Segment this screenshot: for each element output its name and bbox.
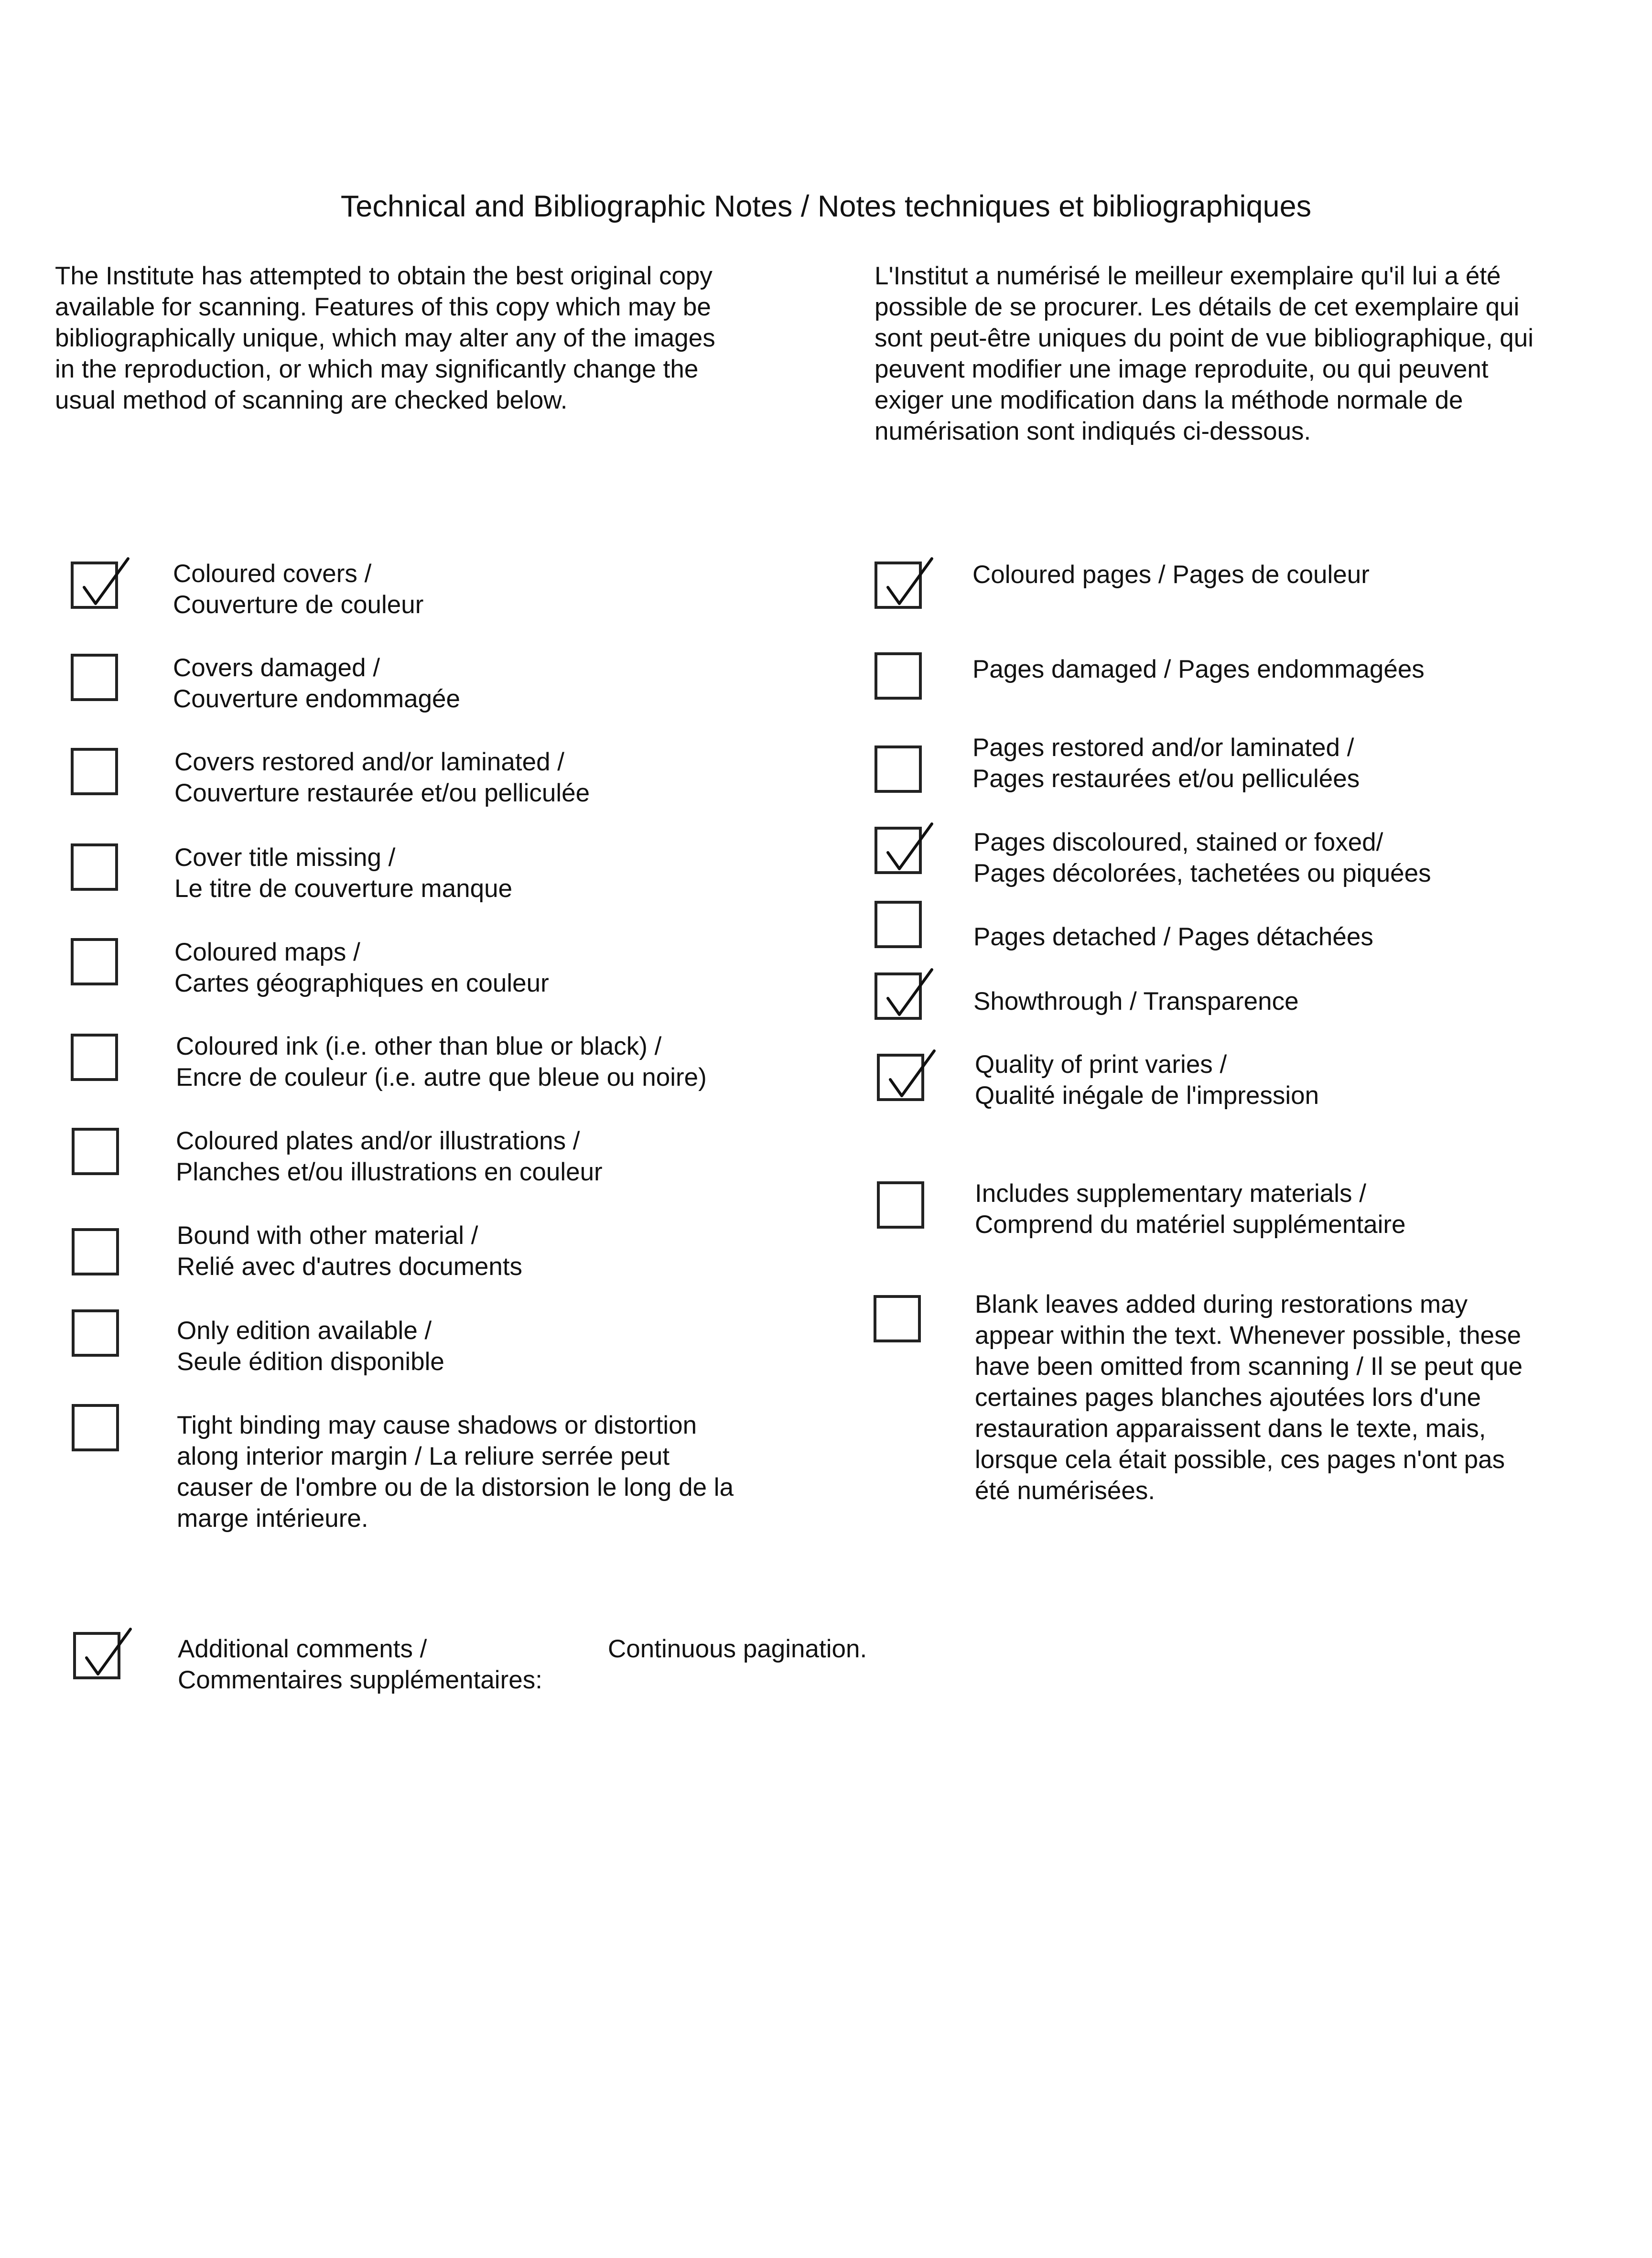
label-line: have been omitted from scanning / Il se peut que — [975, 1352, 1523, 1381]
checkbox[interactable] — [71, 654, 118, 701]
intro-line: The Institute has attempted to obtain the best original copy — [55, 262, 713, 290]
checklist-label — [176, 1031, 707, 1093]
checkbox[interactable] — [875, 901, 922, 948]
intro-line: peuvent modifier une image reproduite, ou qui peuvent — [875, 355, 1489, 383]
intro-line: L'Institut a numérisé le meilleur exemplaire qu'il lui a été — [875, 262, 1501, 290]
checklist-label — [174, 937, 549, 999]
label-line: causer de l'ombre ou de la distorsion le long de la — [177, 1473, 734, 1502]
checkbox[interactable] — [875, 827, 922, 874]
checkmark-icon — [71, 550, 138, 617]
label-line: Pages detached / Pages détachées — [973, 923, 1373, 951]
label-line: Encre de couleur (i.e. autre que bleue ou noire) — [176, 1063, 707, 1091]
label-line: Covers damaged / — [173, 654, 380, 682]
label-line: Tight binding may cause shadows or distortion — [177, 1411, 697, 1439]
intro-line: sont peut-être uniques du point de vue bibliographique, qui — [875, 324, 1534, 352]
page-title: Technical and Bibliographic Notes / Notes techniques et bibliographiques — [340, 190, 1312, 223]
checkbox[interactable] — [875, 562, 922, 609]
checklist-label — [174, 746, 590, 809]
checklist-label — [975, 1178, 1405, 1240]
label-line: Pages restored and/or laminated / — [972, 734, 1354, 762]
checklist-label — [975, 1289, 1522, 1506]
label-line: along interior margin / La reliure serrée peut — [177, 1442, 670, 1470]
checkbox[interactable] — [875, 652, 922, 700]
checkbox[interactable] — [72, 1404, 119, 1451]
checkbox[interactable] — [73, 1632, 120, 1679]
checkbox[interactable] — [71, 1034, 118, 1081]
label-line: Covers restored and/or laminated / — [174, 748, 565, 776]
label-line: Pages discoloured, stained or foxed/ — [973, 828, 1383, 856]
checklist-label — [972, 654, 1425, 685]
checklist-label — [972, 732, 1360, 794]
label-line: Cartes géographiques en couleur — [174, 969, 549, 997]
intro-line: numérisation sont indiqués ci-dessous. — [875, 417, 1311, 445]
checkbox[interactable] — [72, 1309, 119, 1357]
checklist-label — [973, 921, 1373, 952]
checkbox[interactable] — [877, 1181, 924, 1229]
label-line: Planches et/ou illustrations en couleur — [176, 1158, 603, 1186]
checklist-label — [177, 1315, 444, 1377]
checkmark-icon — [73, 1621, 140, 1687]
checkmark-icon — [875, 815, 941, 882]
checkbox[interactable] — [875, 745, 922, 793]
checkmark-icon — [877, 1042, 944, 1109]
label-line: Additional comments / — [178, 1635, 427, 1663]
checkbox[interactable] — [877, 1054, 924, 1101]
checkbox[interactable] — [72, 1128, 119, 1175]
intro-line: in the reproduction, or which may significantly change the — [55, 355, 699, 383]
label-line: certaines pages blanches ajoutées lors d'une — [975, 1383, 1481, 1412]
label-line: Couverture de couleur — [173, 591, 424, 619]
intro-line: possible de se procurer. Les détails de cet exemplaire qui — [875, 293, 1520, 321]
intro-line: bibliographically unique, which may alter any of the images — [55, 324, 715, 352]
label-line: Couverture endommagée — [173, 685, 461, 713]
additional-comments-value: Continuous pagination. — [608, 1635, 867, 1663]
label-line: Qualité inégale de l'impression — [975, 1081, 1319, 1110]
intro-line: available for scanning. Features of this copy which may be — [55, 293, 711, 321]
label-line: Pages décolorées, tachetées ou piquées — [973, 859, 1431, 887]
label-line: Cover title missing / — [174, 843, 396, 872]
label-line: Pages restaurées et/ou pelliculées — [972, 765, 1360, 793]
checklist-label — [973, 827, 1431, 889]
label-line: Pages damaged / Pages endommagées — [972, 655, 1425, 683]
checkbox[interactable] — [71, 562, 118, 609]
label-line: marge intérieure. — [177, 1504, 368, 1533]
label-line: Relié avec d'autres documents — [177, 1253, 523, 1281]
label-line: Quality of print varies / — [975, 1050, 1227, 1079]
label-line: Coloured covers / — [173, 560, 372, 588]
label-line: Only edition available / — [177, 1317, 432, 1345]
label-line: Showthrough / Transparence — [973, 987, 1299, 1016]
checkmark-icon — [875, 961, 941, 1028]
label-line: Couverture restaurée et/ou pelliculée — [174, 779, 590, 807]
checklist-label — [177, 1220, 522, 1282]
checkbox[interactable] — [874, 1295, 921, 1342]
label-line: Seule édition disponible — [177, 1348, 444, 1376]
label-line: Includes supplementary materials / — [975, 1179, 1366, 1208]
label-line: Coloured maps / — [174, 938, 360, 966]
label-line: Bound with other material / — [177, 1221, 478, 1250]
checklist-label — [973, 986, 1299, 1017]
intro-french — [875, 260, 1639, 447]
checklist-label — [174, 842, 512, 904]
label-line: appear within the text. Whenever possible, these — [975, 1321, 1522, 1350]
checklist-label — [972, 559, 1370, 590]
label-line: Blank leaves added during restorations may — [975, 1290, 1468, 1318]
checkbox[interactable] — [71, 748, 118, 795]
label-line: Coloured ink (i.e. other than blue or black) / — [176, 1032, 662, 1060]
checkbox[interactable] — [72, 1228, 119, 1275]
checklist-label — [176, 1125, 603, 1188]
label-line: restauration apparaissent dans le texte, mais, — [975, 1415, 1486, 1443]
checklist-label — [177, 1410, 734, 1534]
checkbox[interactable] — [71, 938, 118, 985]
intro-line: usual method of scanning are checked below. — [55, 386, 568, 414]
label-line: Coloured plates and/or illustrations / — [176, 1127, 580, 1155]
label-line: Commentaires supplémentaires: — [178, 1666, 542, 1694]
checklist-label — [173, 558, 423, 620]
checklist-label — [178, 1633, 542, 1696]
label-line: été numérisées. — [975, 1477, 1155, 1505]
checkmark-icon — [875, 550, 941, 617]
checklist-label — [173, 652, 460, 714]
checklist-label — [975, 1049, 1319, 1111]
label-line: lorsque cela était possible, ces pages n'ont pas — [975, 1446, 1505, 1474]
intro-line: exiger une modification dans la méthode normale de — [875, 386, 1463, 414]
intro-english — [55, 260, 820, 416]
label-line: Le titre de couverture manque — [174, 875, 513, 903]
checkbox[interactable] — [71, 843, 118, 891]
label-line: Coloured pages / Pages de couleur — [972, 561, 1370, 589]
label-line: Comprend du matériel supplémentaire — [975, 1210, 1406, 1239]
checkbox[interactable] — [875, 972, 922, 1020]
